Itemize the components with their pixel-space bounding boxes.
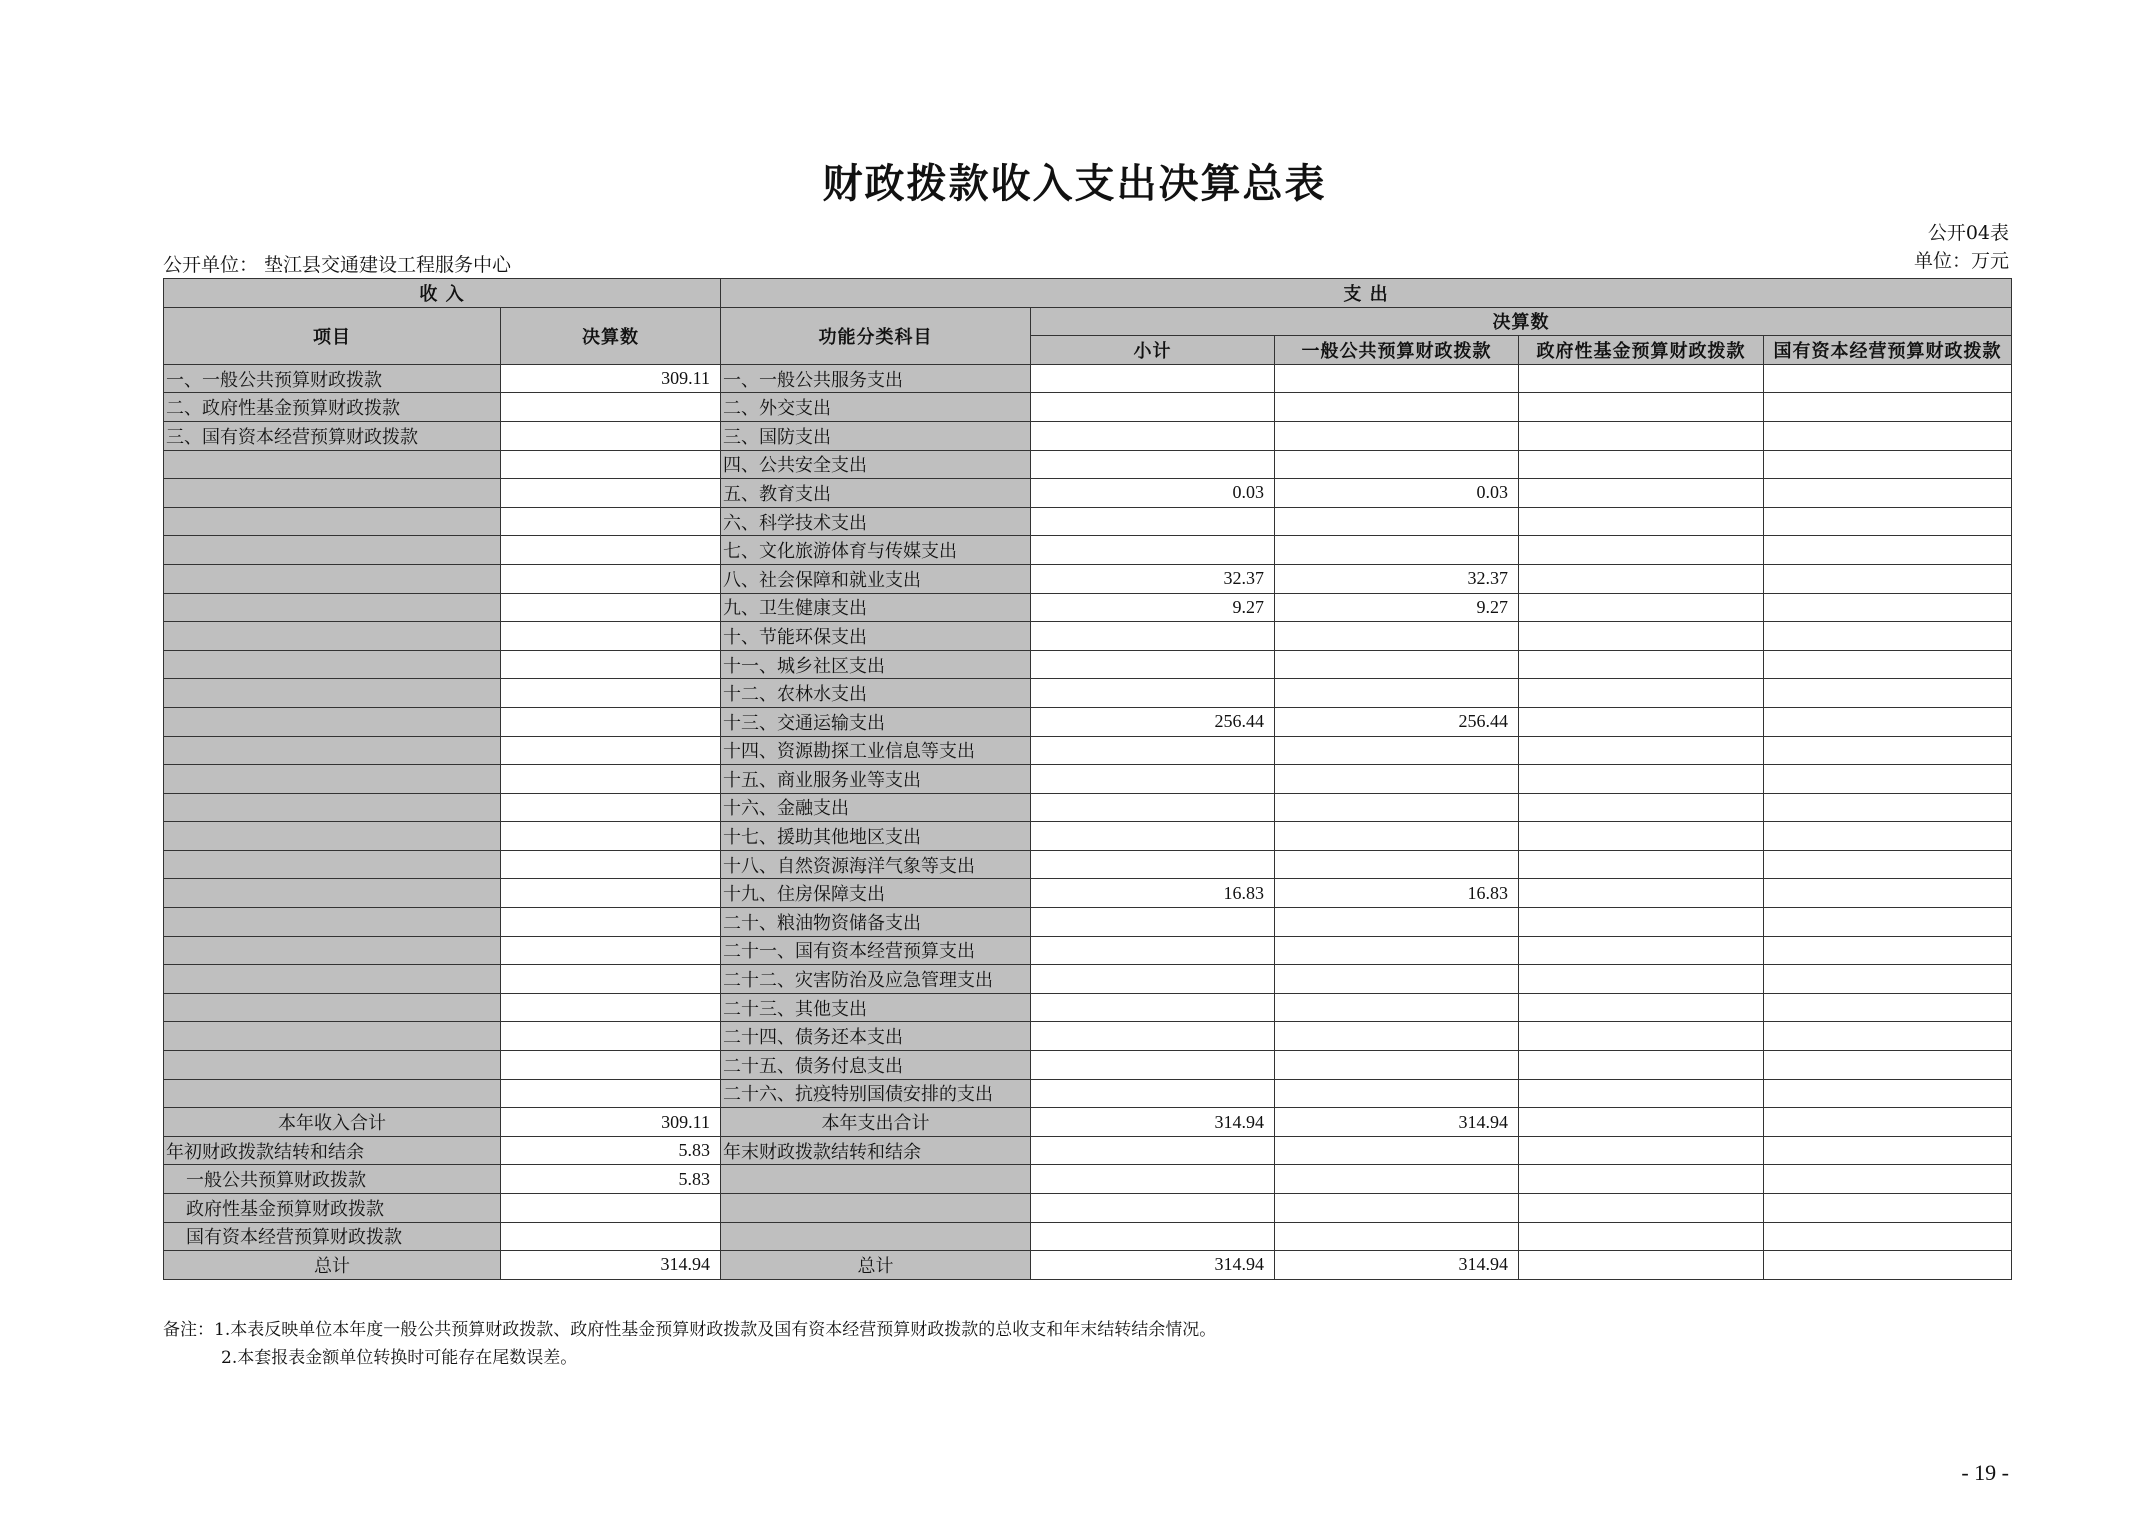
- state-capital-header: 国有资本经营预算财政拨款: [1764, 336, 2012, 365]
- state-capital-cell: [1764, 1022, 2012, 1051]
- income-amount-cell: [501, 850, 721, 879]
- page-title: 财政拨款收入支出决算总表: [822, 160, 1327, 207]
- expense-item-cell: 七、文化旅游体育与传媒支出: [721, 536, 1031, 565]
- table-cell: [1031, 1165, 1275, 1194]
- state-capital-cell: [1764, 822, 2012, 851]
- subtotal-cell: [1031, 822, 1275, 851]
- state-capital-cell: [1764, 965, 2012, 994]
- income-amount-cell: [501, 822, 721, 851]
- expense-item-cell: 九、卫生健康支出: [721, 593, 1031, 622]
- income-amount-cell: [501, 736, 721, 765]
- state-capital-cell: [1764, 393, 2012, 422]
- table-row: [164, 393, 2012, 422]
- carry-over-sub-amount: [501, 1222, 721, 1251]
- state-capital-cell: [1764, 593, 2012, 622]
- state-capital-cell: [1764, 765, 2012, 794]
- table-row: [164, 993, 2012, 1022]
- income-amount-cell: [501, 993, 721, 1022]
- subtotal-cell: [1031, 1022, 1275, 1051]
- table-cell: [1519, 1136, 1764, 1165]
- general-cell: [1275, 364, 1519, 393]
- general-cell: [1275, 765, 1519, 794]
- expense-item-cell: 十四、资源勘探工业信息等支出: [721, 736, 1031, 765]
- carry-over-sub-row: [164, 1222, 2012, 1251]
- income-item-cell: [164, 564, 501, 593]
- income-item-cell: [164, 707, 501, 736]
- expense-item-cell: 六、科学技术支出: [721, 507, 1031, 536]
- general-cell: [1275, 507, 1519, 536]
- income-amount-cell: [501, 1079, 721, 1108]
- expense-item-cell: 二十三、其他支出: [721, 993, 1031, 1022]
- expense-item-cell: 二十四、债务还本支出: [721, 1022, 1031, 1051]
- table-row: [164, 1079, 2012, 1108]
- income-amount-cell: [501, 1022, 721, 1051]
- state-capital-cell: [1764, 679, 2012, 708]
- state-capital-cell: [1764, 908, 2012, 937]
- state-capital-cell: [1764, 421, 2012, 450]
- general-cell: [1275, 622, 1519, 651]
- table-cell: [721, 1194, 1031, 1223]
- gov-fund-cell: [1519, 707, 1764, 736]
- income-item-cell: [164, 622, 501, 651]
- carry-over-sub-amount: 5.83: [501, 1165, 721, 1194]
- income-amount-cell: [501, 421, 721, 450]
- subtotal-cell: [1031, 536, 1275, 565]
- state-capital-cell: [1764, 622, 2012, 651]
- income-item-cell: [164, 479, 501, 508]
- expense-item-cell: 二十六、抗疫特别国债安排的支出: [721, 1079, 1031, 1108]
- note-line-2: 2.本套报表金额单位转换时可能存在尾数误差。: [221, 1348, 578, 1368]
- table-cell: [1764, 1136, 2012, 1165]
- table-row: [164, 679, 2012, 708]
- expense-item-cell: 十一、城乡社区支出: [721, 650, 1031, 679]
- gov-fund-cell: [1519, 822, 1764, 851]
- table-row: [164, 421, 2012, 450]
- gov-fund-cell: [1519, 622, 1764, 651]
- table-cell: [1031, 1136, 1275, 1165]
- gov-fund-cell: [1519, 936, 1764, 965]
- income-amount-cell: [501, 965, 721, 994]
- note-line-1: 备注：1.本表反映单位本年度一般公共预算财政拨款、政府性基金预算财政拨款及国有资本经营预算财政拨款的总收支和年末结转结余情况。: [163, 1320, 1217, 1340]
- general-cell: 9.27: [1275, 593, 1519, 622]
- table-cell: [1519, 1222, 1764, 1251]
- subtotal-cell: [1031, 936, 1275, 965]
- gov-fund-cell: [1519, 393, 1764, 422]
- gov-fund-cell: [1519, 1022, 1764, 1051]
- income-amount-cell: [501, 622, 721, 651]
- income-amount-cell: [501, 908, 721, 937]
- carry-over-sub-label: 国有资本经营预算财政拨款: [164, 1222, 501, 1251]
- expense-item-cell: 五、教育支出: [721, 479, 1031, 508]
- subtotal-cell: [1031, 507, 1275, 536]
- income-item-cell: [164, 536, 501, 565]
- subtotal-cell: [1031, 679, 1275, 708]
- expense-item-cell: 十七、援助其他地区支出: [721, 822, 1031, 851]
- gov-fund-cell: [1519, 450, 1764, 479]
- subtotal-cell: [1031, 450, 1275, 479]
- subtotal-cell: 9.27: [1031, 593, 1275, 622]
- subtotal-cell: [1031, 993, 1275, 1022]
- begin-carry-over-amount: 5.83: [501, 1136, 721, 1165]
- year-expense-subtotal: 314.94: [1031, 1108, 1275, 1137]
- general-cell: [1275, 421, 1519, 450]
- subtotal-cell: [1031, 421, 1275, 450]
- income-item-cell: [164, 679, 501, 708]
- unit-label: 单位：万元: [1913, 250, 2009, 272]
- income-item-cell: [164, 507, 501, 536]
- general-cell: [1275, 679, 1519, 708]
- state-capital-cell: [1764, 1051, 2012, 1080]
- income-item-cell: [164, 793, 501, 822]
- gov-fund-cell: [1519, 507, 1764, 536]
- income-item-cell: [164, 593, 501, 622]
- table-cell: [1764, 1222, 2012, 1251]
- income-amount-cell: [501, 879, 721, 908]
- income-amount-cell: [501, 479, 721, 508]
- grand-expense-total-label: 总计: [721, 1251, 1031, 1280]
- state-capital-cell: [1764, 450, 2012, 479]
- table-row: [164, 736, 2012, 765]
- income-item-cell: [164, 1079, 501, 1108]
- subtotal-cell: [1031, 765, 1275, 794]
- income-item-cell: [164, 450, 501, 479]
- subtotal-cell: [1031, 364, 1275, 393]
- table-cell: [1031, 1222, 1275, 1251]
- general-cell: [1275, 993, 1519, 1022]
- income-item-cell: [164, 765, 501, 794]
- gov-fund-cell: [1519, 364, 1764, 393]
- subtotal-cell: [1031, 965, 1275, 994]
- expense-item-cell: 十、节能环保支出: [721, 622, 1031, 651]
- table-row: [164, 707, 2012, 736]
- general-cell: 0.03: [1275, 479, 1519, 508]
- grand-expense-subtotal: 314.94: [1031, 1251, 1275, 1280]
- expense-header: 支 出: [721, 279, 2012, 308]
- expense-item-cell: 八、社会保障和就业支出: [721, 564, 1031, 593]
- carry-over-sub-row: [164, 1165, 2012, 1194]
- gov-fund-cell: [1519, 793, 1764, 822]
- expense-item-cell: 二十五、债务付息支出: [721, 1051, 1031, 1080]
- state-capital-cell: [1764, 650, 2012, 679]
- subtotal-cell: [1031, 1079, 1275, 1108]
- income-item-cell: 三、国有资本经营预算财政拨款: [164, 421, 501, 450]
- table-row: [164, 879, 2012, 908]
- state-capital-cell: [1764, 364, 2012, 393]
- table-cell: [721, 1165, 1031, 1194]
- general-header: 一般公共预算财政拨款: [1275, 336, 1519, 365]
- table-cell: [1519, 1194, 1764, 1223]
- income-amount-cell: [501, 793, 721, 822]
- expense-item-cell: 四、公共安全支出: [721, 450, 1031, 479]
- general-cell: [1275, 850, 1519, 879]
- budget-table: [163, 278, 2012, 1280]
- income-item-cell: [164, 650, 501, 679]
- income-item-cell: [164, 1051, 501, 1080]
- income-amount-cell: [501, 593, 721, 622]
- carry-over-sub-amount: [501, 1194, 721, 1223]
- general-cell: [1275, 536, 1519, 565]
- gov-fund-cell: [1519, 564, 1764, 593]
- gov-fund-cell: [1519, 765, 1764, 794]
- income-amount-cell: [501, 679, 721, 708]
- general-cell: [1275, 822, 1519, 851]
- table-row: [164, 364, 2012, 393]
- income-amount-cell: [501, 507, 721, 536]
- gov-fund-cell: [1519, 536, 1764, 565]
- year-total-row: [164, 1108, 2012, 1137]
- year-expense-total-label: 本年支出合计: [721, 1108, 1031, 1137]
- state-capital-cell: [1764, 993, 2012, 1022]
- state-capital-cell: [1764, 564, 2012, 593]
- income-item-cell: [164, 965, 501, 994]
- expense-item-cell: 十八、自然资源海洋气象等支出: [721, 850, 1031, 879]
- begin-carry-over-label: 年初财政拨款结转和结余: [164, 1136, 501, 1165]
- general-cell: [1275, 1051, 1519, 1080]
- table-cell: [1519, 1165, 1764, 1194]
- general-cell: [1275, 1022, 1519, 1051]
- general-cell: [1275, 450, 1519, 479]
- gov-fund-cell: [1519, 1079, 1764, 1108]
- income-item-cell: [164, 908, 501, 937]
- income-amount-cell: 309.11: [501, 364, 721, 393]
- table-row: [164, 536, 2012, 565]
- general-cell: [1275, 650, 1519, 679]
- table-cell: [1031, 1194, 1275, 1223]
- carry-over-sub-label: 一般公共预算财政拨款: [164, 1165, 501, 1194]
- state-capital-cell: [1764, 736, 2012, 765]
- expense-item-cell: 十六、金融支出: [721, 793, 1031, 822]
- table-cell: [1275, 1165, 1519, 1194]
- subtotal-cell: [1031, 736, 1275, 765]
- gov-fund-cell: [1519, 421, 1764, 450]
- table-cell: [1275, 1136, 1519, 1165]
- carry-over-row: [164, 1136, 2012, 1165]
- amount-header: 决算数: [501, 307, 721, 364]
- general-cell: [1275, 908, 1519, 937]
- state-capital-cell: [1764, 536, 2012, 565]
- gov-fund-cell: [1519, 879, 1764, 908]
- table-row: [164, 479, 2012, 508]
- state-capital-cell: [1764, 707, 2012, 736]
- table-row: [164, 908, 2012, 937]
- general-cell: [1275, 793, 1519, 822]
- gov-fund-cell: [1519, 679, 1764, 708]
- expense-item-cell: 十三、交通运输支出: [721, 707, 1031, 736]
- page-number: - 19 -: [1961, 1460, 2009, 1485]
- subtotal-cell: [1031, 908, 1275, 937]
- year-expense-general: 314.94: [1275, 1108, 1519, 1137]
- gov-fund-cell: [1519, 850, 1764, 879]
- table-row: [164, 650, 2012, 679]
- state-capital-cell: [1764, 507, 2012, 536]
- gov-fund-cell: [1519, 593, 1764, 622]
- general-cell: [1275, 1079, 1519, 1108]
- gov-fund-cell: [1519, 479, 1764, 508]
- gov-fund-header: 政府性基金预算财政拨款: [1519, 336, 1764, 365]
- expense-item-cell: 十五、商业服务业等支出: [721, 765, 1031, 794]
- income-amount-cell: [501, 564, 721, 593]
- gov-fund-cell: [1519, 1051, 1764, 1080]
- grand-expense-general: 314.94: [1275, 1251, 1519, 1280]
- expense-item-cell: 十九、住房保障支出: [721, 879, 1031, 908]
- subtotal-header: 小计: [1031, 336, 1275, 365]
- table-row: [164, 564, 2012, 593]
- table-cell: [1764, 1165, 2012, 1194]
- table-row: [164, 793, 2012, 822]
- table-row: [164, 822, 2012, 851]
- expense-item-cell: 二十二、灾害防治及应急管理支出: [721, 965, 1031, 994]
- grand-expense-gov-fund: [1519, 1251, 1764, 1280]
- general-cell: 256.44: [1275, 707, 1519, 736]
- budget-total-header: 决算数: [1031, 307, 2012, 336]
- carry-over-sub-label: 政府性基金预算财政拨款: [164, 1194, 501, 1223]
- subtotal-cell: [1031, 1051, 1275, 1080]
- income-item-cell: [164, 850, 501, 879]
- expense-item-cell: 一、一般公共服务支出: [721, 364, 1031, 393]
- subtotal-cell: 0.03: [1031, 479, 1275, 508]
- expense-item-cell: 二十一、国有资本经营预算支出: [721, 936, 1031, 965]
- income-item-cell: [164, 993, 501, 1022]
- expense-item-cell: 十二、农林水支出: [721, 679, 1031, 708]
- table-row: [164, 850, 2012, 879]
- table-row: [164, 622, 2012, 651]
- income-item-cell: 一、一般公共预算财政拨款: [164, 364, 501, 393]
- table-cell: [1275, 1222, 1519, 1251]
- income-amount-cell: [501, 765, 721, 794]
- state-capital-cell: [1764, 479, 2012, 508]
- grand-expense-state-capital: [1764, 1251, 2012, 1280]
- end-carry-over-label: 年末财政拨款结转和结余: [721, 1136, 1031, 1165]
- table-row: [164, 507, 2012, 536]
- gov-fund-cell: [1519, 993, 1764, 1022]
- income-item-cell: [164, 1022, 501, 1051]
- subtotal-cell: 32.37: [1031, 564, 1275, 593]
- subtotal-cell: [1031, 622, 1275, 651]
- year-expense-gov-fund: [1519, 1108, 1764, 1137]
- table-row: [164, 936, 2012, 965]
- income-item-cell: [164, 879, 501, 908]
- year-income-total-label: 本年收入合计: [164, 1108, 501, 1137]
- income-item-cell: 二、政府性基金预算财政拨款: [164, 393, 501, 422]
- subtotal-cell: [1031, 393, 1275, 422]
- subtotal-cell: [1031, 850, 1275, 879]
- item-header: 项目: [164, 307, 501, 364]
- notes: [163, 1316, 1216, 1372]
- grand-income-total-label: 总计: [164, 1251, 501, 1280]
- state-capital-cell: [1764, 936, 2012, 965]
- subtotal-cell: 256.44: [1031, 707, 1275, 736]
- gov-fund-cell: [1519, 965, 1764, 994]
- grand-total-row: [164, 1251, 2012, 1280]
- income-item-cell: [164, 822, 501, 851]
- state-capital-cell: [1764, 1079, 2012, 1108]
- general-cell: [1275, 393, 1519, 422]
- form-number: 公开04表: [1927, 222, 2009, 244]
- org-label: 公开单位： 垫江县交通建设工程服务中心: [163, 254, 512, 276]
- general-cell: 32.37: [1275, 564, 1519, 593]
- expense-item-cell: 二、外交支出: [721, 393, 1031, 422]
- table-cell: [1275, 1194, 1519, 1223]
- state-capital-cell: [1764, 879, 2012, 908]
- grand-income-total-amount: 314.94: [501, 1251, 721, 1280]
- income-amount-cell: [501, 450, 721, 479]
- income-item-cell: [164, 736, 501, 765]
- carry-over-sub-row: [164, 1194, 2012, 1223]
- general-cell: [1275, 965, 1519, 994]
- expense-item-cell: 三、国防支出: [721, 421, 1031, 450]
- general-cell: [1275, 736, 1519, 765]
- state-capital-cell: [1764, 793, 2012, 822]
- income-amount-cell: [501, 393, 721, 422]
- table-row: [164, 450, 2012, 479]
- gov-fund-cell: [1519, 908, 1764, 937]
- income-amount-cell: [501, 536, 721, 565]
- table-cell: [1764, 1194, 2012, 1223]
- income-header: 收 入: [164, 279, 721, 308]
- income-amount-cell: [501, 936, 721, 965]
- subtotal-cell: [1031, 650, 1275, 679]
- year-income-total-amount: 309.11: [501, 1108, 721, 1137]
- table-row: [164, 765, 2012, 794]
- subtotal-cell: [1031, 793, 1275, 822]
- income-amount-cell: [501, 650, 721, 679]
- table-row: [164, 1022, 2012, 1051]
- year-expense-state-capital: [1764, 1108, 2012, 1137]
- state-capital-cell: [1764, 850, 2012, 879]
- table-row: [164, 965, 2012, 994]
- table-row: [164, 593, 2012, 622]
- table-row: [164, 1051, 2012, 1080]
- general-cell: [1275, 936, 1519, 965]
- income-amount-cell: [501, 1051, 721, 1080]
- subtotal-cell: 16.83: [1031, 879, 1275, 908]
- table-cell: [721, 1222, 1031, 1251]
- expense-item-cell: 二十、粮油物资储备支出: [721, 908, 1031, 937]
- gov-fund-cell: [1519, 650, 1764, 679]
- income-item-cell: [164, 936, 501, 965]
- gov-fund-cell: [1519, 736, 1764, 765]
- func-category-header: 功能分类科目: [721, 307, 1031, 364]
- general-cell: 16.83: [1275, 879, 1519, 908]
- income-amount-cell: [501, 707, 721, 736]
